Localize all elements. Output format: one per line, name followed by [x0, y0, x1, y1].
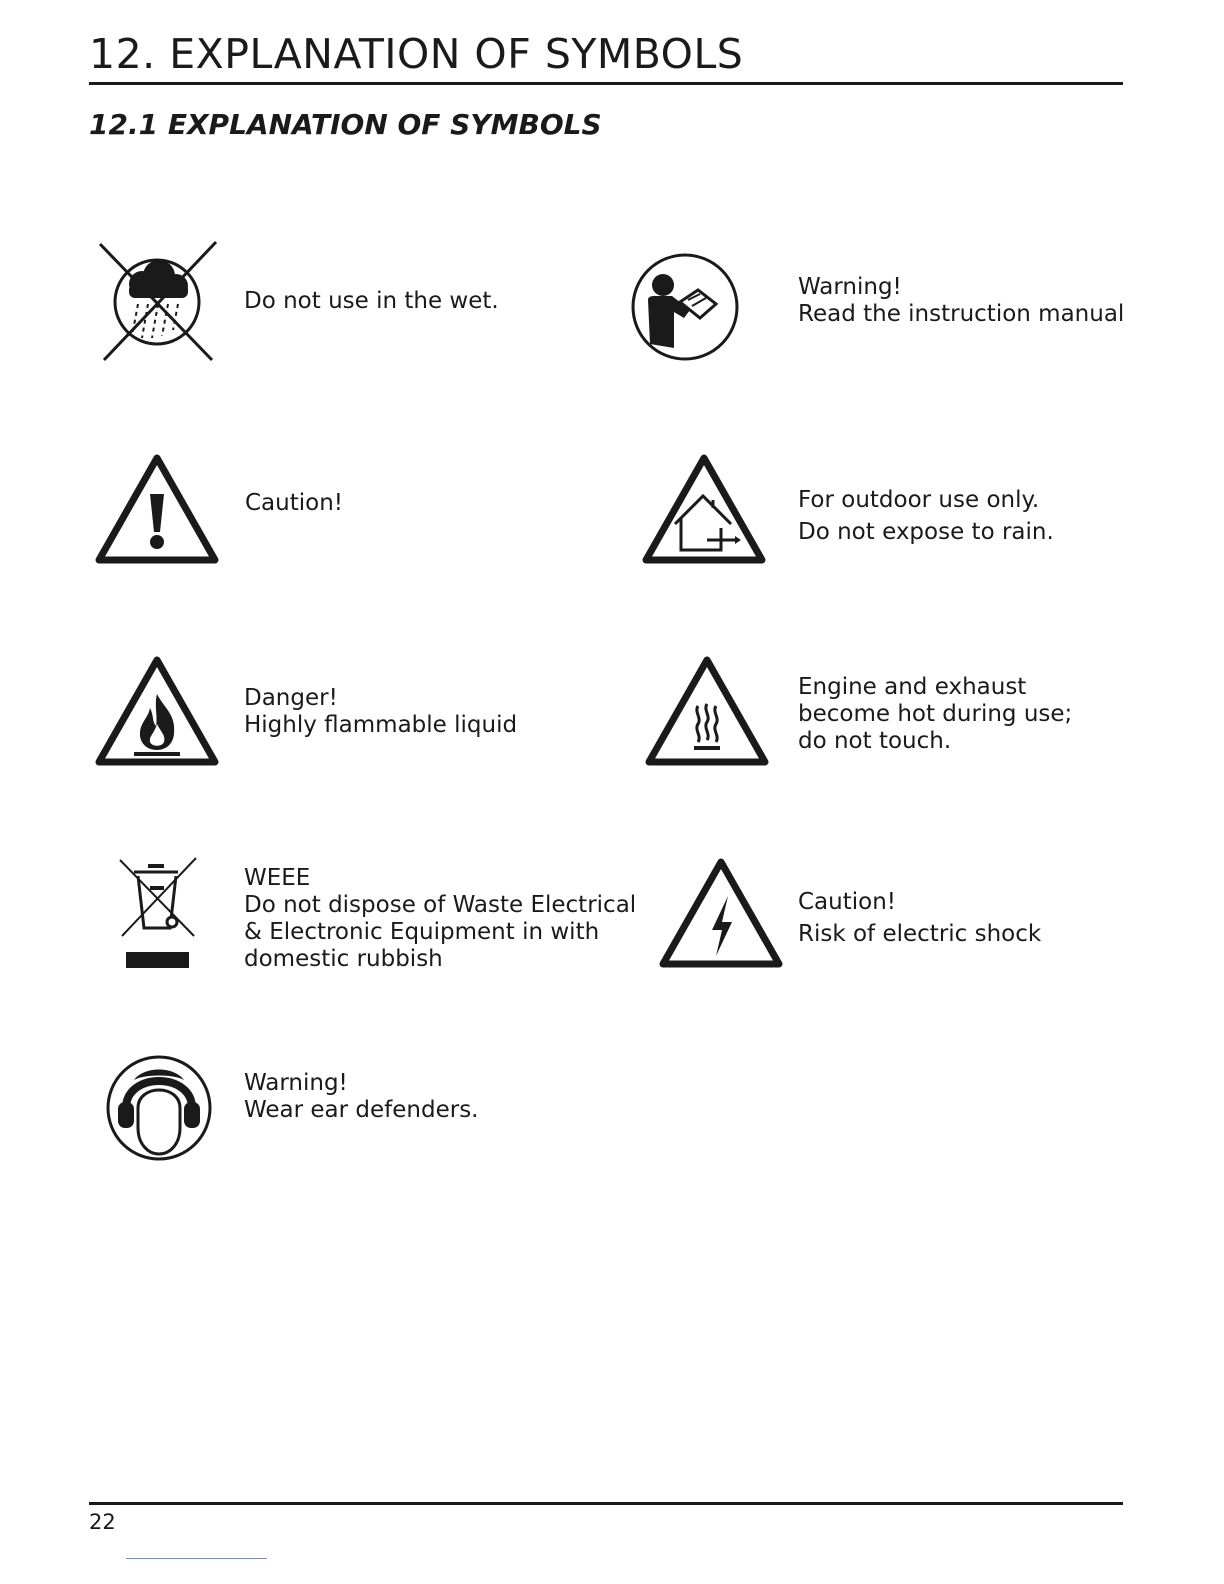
description-line: & Electronic Equipment in with — [244, 919, 600, 945]
page-number: 22 — [89, 1510, 116, 1534]
read-manual-icon — [630, 252, 740, 362]
description-line: Highly flammable liquid — [244, 712, 518, 738]
caution-icon — [94, 452, 220, 564]
description-line: WEEE — [244, 865, 311, 891]
symbol-description-ear-defenders — [244, 1070, 479, 1124]
description-line: Warning! — [244, 1070, 348, 1096]
description-line: Warning! — [798, 274, 902, 300]
symbol-description-outdoor-use — [798, 487, 1054, 546]
description-line: Do not use in the wet. — [244, 288, 499, 314]
section-title: 12.1 EXPLANATION OF SYMBOLS — [89, 108, 602, 141]
description-line: Do not expose to rain. — [798, 519, 1054, 545]
description-line: Engine and exhaust — [798, 674, 1027, 700]
symbol-description-read-manual — [798, 274, 1124, 328]
description-line: For outdoor use only. — [798, 487, 1040, 513]
hot-surface-icon — [644, 654, 770, 766]
description-line: become hot during use; — [798, 701, 1073, 727]
outdoor-use-icon — [641, 452, 767, 564]
title-rule — [89, 82, 1123, 85]
description-line: domestic rubbish — [244, 946, 443, 972]
description-line: Danger! — [244, 685, 338, 711]
description-line: Caution! — [798, 889, 897, 915]
ear-defenders-icon — [104, 1054, 214, 1164]
symbol-description-electric-shock — [798, 889, 1041, 948]
footer-rule — [89, 1502, 1123, 1505]
description-line: Wear ear defenders. — [244, 1097, 479, 1123]
no-wet-use-icon — [96, 240, 220, 364]
description-line: Risk of electric shock — [798, 921, 1042, 947]
symbol-description-caution — [245, 490, 343, 517]
link-underline — [126, 1558, 267, 1559]
description-line: do not touch. — [798, 728, 952, 754]
symbol-description-hot-surface — [798, 674, 1072, 755]
symbol-description-no-wet-use — [244, 288, 499, 315]
electric-shock-icon — [658, 856, 784, 968]
description-line: Read the instruction manual — [798, 301, 1125, 327]
symbol-description-weee — [244, 865, 636, 973]
symbol-description-flammable — [244, 685, 517, 739]
weee-icon — [116, 856, 200, 972]
page-title: 12. EXPLANATION OF SYMBOLS — [89, 30, 744, 78]
description-line: Do not dispose of Waste Electrical — [244, 892, 637, 918]
description-line: Caution! — [245, 490, 344, 516]
flammable-icon — [94, 654, 220, 766]
